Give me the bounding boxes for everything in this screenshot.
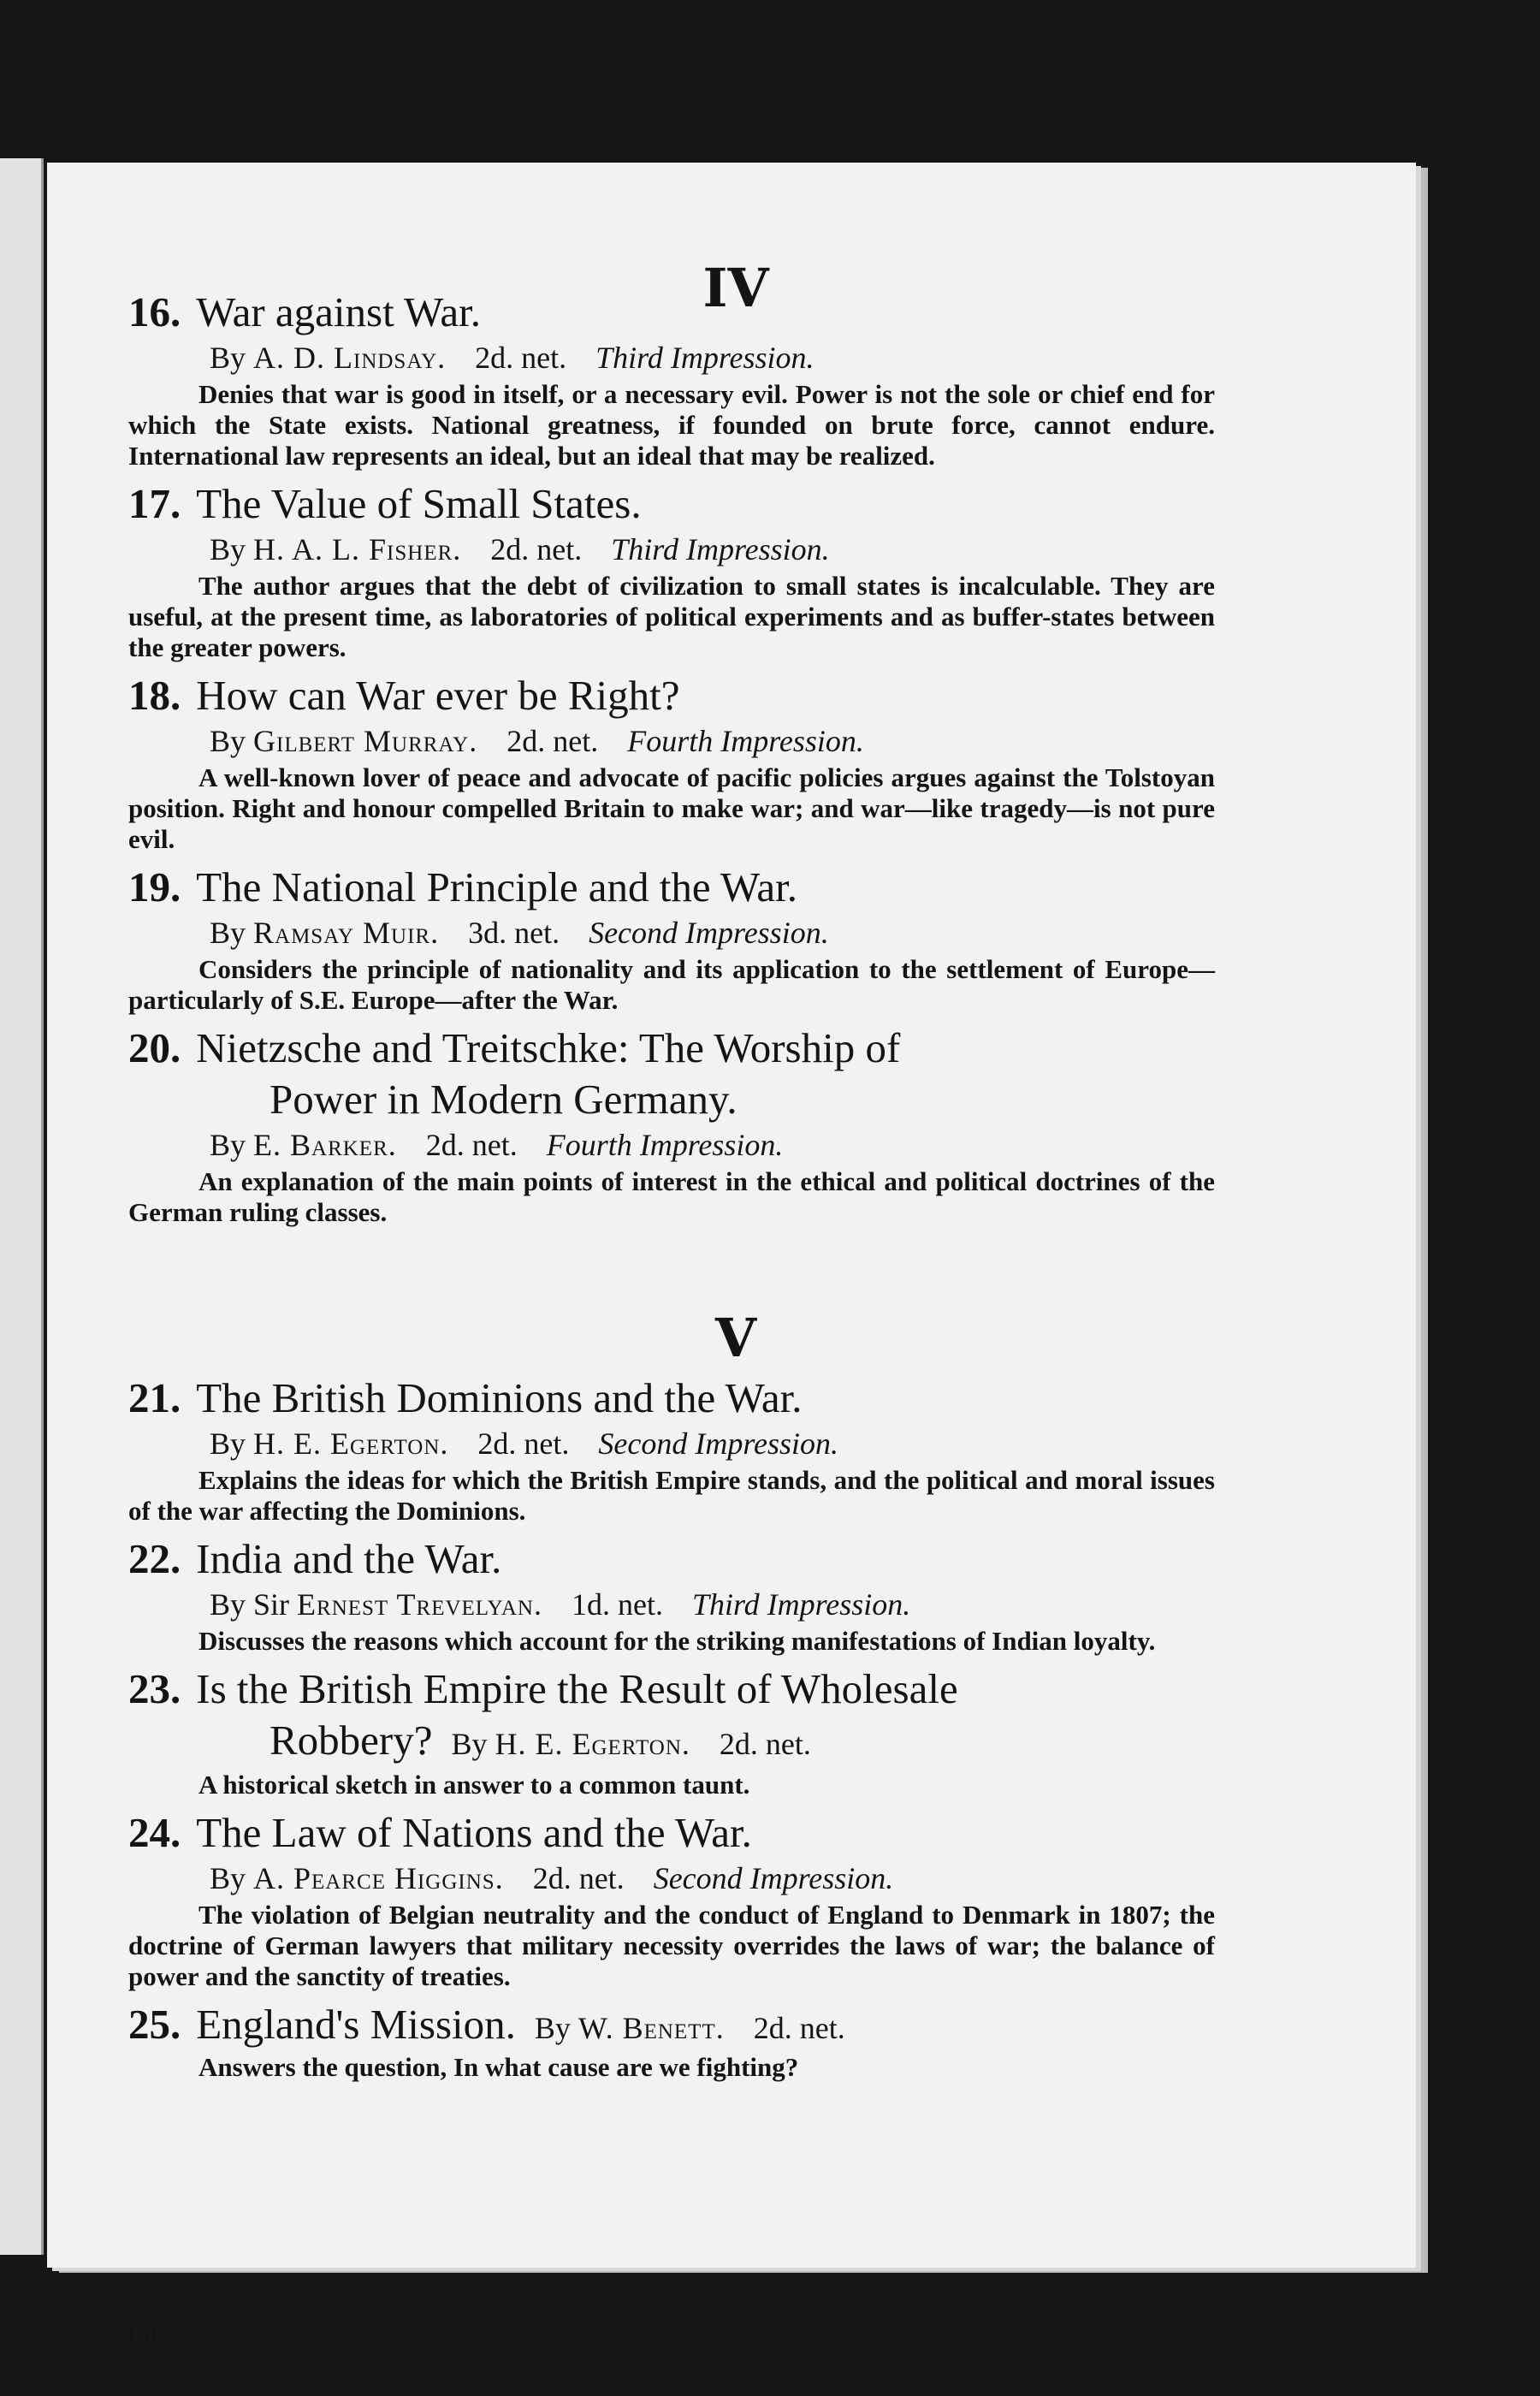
author: H. E. Egerton. xyxy=(495,1727,690,1761)
description: A well-known lover of peace and advocate of pacific policies argues against the Tolstoyan position. Right and honour compelled Britain to make war; and war—like tragedy—is not pure evil. xyxy=(128,762,1215,854)
by-word: By xyxy=(210,532,246,566)
section-numeral: V xyxy=(714,1307,757,1369)
price: 2d. net. xyxy=(477,1426,570,1461)
entry-title xyxy=(128,1807,1215,1859)
author: W. Benett. xyxy=(578,2011,725,2045)
description: Considers the principle of nationality and its application to the settlement of Europe—particularly of S.E. Europe—after the War. xyxy=(128,954,1215,1015)
entry-title xyxy=(128,287,1215,338)
by-word: By xyxy=(210,1861,246,1895)
description: The violation of Belgian neutrality and the conduct of England to Denmark in 1807; the doctrine of German lawyers that military necessity overrides the laws of war; the balance of power and the sanctity of treaties. xyxy=(128,1900,1215,1991)
book-page xyxy=(47,163,1416,2350)
entry-number: 19. xyxy=(128,863,181,910)
description: Discusses the reasons which account for the striking manifestations of Indian loyalty. xyxy=(198,1626,1156,1656)
entry-title xyxy=(128,670,1215,721)
impression: Second Impression. xyxy=(653,1861,894,1895)
entry-number: 20. xyxy=(128,1024,181,1071)
author: Gilbert Murray. xyxy=(253,724,478,758)
author: Ernest Trevelyan. xyxy=(297,1587,542,1622)
title-text: Is the British Empire the Result of Wholesale xyxy=(196,1665,958,1712)
by-word: By xyxy=(210,341,246,375)
byline xyxy=(535,2011,845,2045)
list-item xyxy=(128,478,1215,663)
by-word: By xyxy=(451,1727,488,1761)
by-word: By xyxy=(210,1426,246,1461)
description: Explains the ideas for which the British Empire stands, and the political and moral issues of the war affecting the Dominions. xyxy=(128,1465,1215,1526)
title-text: India and the War. xyxy=(196,1535,502,1582)
impression: Third Impression. xyxy=(611,532,830,566)
price: 3d. net. xyxy=(468,916,560,950)
byline xyxy=(210,913,1215,952)
list-item xyxy=(128,1664,1215,1800)
list-item xyxy=(128,1999,1215,2083)
title-line2: Power in Modern Germany. xyxy=(270,1076,737,1123)
price: 1d. net. xyxy=(571,1587,663,1622)
byline xyxy=(452,1727,811,1761)
price: 2d. net. xyxy=(506,724,599,758)
entry-title xyxy=(128,1373,1215,1424)
title-line2 xyxy=(128,1715,1215,1770)
entry-number: 23. xyxy=(128,1665,181,1712)
list-item xyxy=(128,1373,1215,1527)
by-word: By xyxy=(210,724,246,758)
entry-number: 21. xyxy=(128,1374,181,1421)
list-item xyxy=(128,1023,1215,1228)
impression: Fourth Impression. xyxy=(627,724,864,758)
price: 2d. net. xyxy=(425,1128,518,1162)
title-text: The National Principle and the War. xyxy=(196,863,797,910)
entry-number: 16. xyxy=(128,288,181,335)
left-page-edge xyxy=(0,158,44,2255)
entry-number: 24. xyxy=(128,1809,181,1856)
list-item xyxy=(128,862,1215,1016)
entry-title xyxy=(128,478,1215,530)
impression: Second Impression. xyxy=(589,916,829,950)
price: 2d. net. xyxy=(490,532,583,566)
by-word: By Sir xyxy=(210,1587,290,1622)
description: A historical sketch in answer to a common taunt. xyxy=(198,1770,750,1800)
entry-title xyxy=(128,1664,1215,1770)
author: A. D. Lindsay. xyxy=(253,341,447,375)
byline xyxy=(210,1859,1215,1898)
entry-number: 17. xyxy=(128,480,181,527)
section-numeral: IV xyxy=(702,257,769,319)
title-text: War against War. xyxy=(196,288,481,335)
impression: Second Impression. xyxy=(598,1426,839,1461)
entry-title xyxy=(128,1533,1215,1585)
list-item xyxy=(128,670,1215,855)
entry-title xyxy=(128,1023,1215,1125)
list-item xyxy=(128,1807,1215,1992)
author: H. A. L. Fisher. xyxy=(253,532,462,566)
entry-title xyxy=(128,862,1215,913)
by-word: By xyxy=(210,916,246,950)
impression: Third Impression. xyxy=(595,341,814,375)
title-text: England's Mission. xyxy=(196,2001,516,2048)
by-word: By xyxy=(210,1128,246,1162)
description: Answers the question, In what cause are we fighting? xyxy=(198,2052,799,2082)
byline xyxy=(210,530,1215,569)
author: H. E. Egerton. xyxy=(253,1426,449,1461)
author: E. Barker. xyxy=(253,1128,397,1162)
byline xyxy=(210,338,1215,377)
byline xyxy=(210,721,1215,761)
title-text: The Law of Nations and the War. xyxy=(196,1809,752,1856)
signature-mark: [b] xyxy=(128,2323,158,2350)
impression: Fourth Impression. xyxy=(546,1128,784,1162)
price: 2d. net. xyxy=(532,1861,625,1895)
entry-number: 18. xyxy=(128,672,181,719)
title-text: The British Dominions and the War. xyxy=(196,1374,803,1421)
page-content xyxy=(128,257,1215,2090)
list-item xyxy=(128,287,1215,471)
byline xyxy=(210,1125,1215,1165)
by-word: By xyxy=(534,2011,571,2045)
impression: Third Impression. xyxy=(691,1587,911,1622)
title-line2-text: Robbery? xyxy=(270,1717,433,1764)
description: The author argues that the debt of civilization to small states is incalculable. They are useful, at the present time, as laboratories of political experiments and as buffer-states between the greater powers. xyxy=(128,571,1215,662)
entry-title xyxy=(128,1999,1215,2054)
price: 2d. net. xyxy=(719,1727,811,1761)
title-text: Nietzsche and Treitschke: The Worship of xyxy=(196,1024,901,1071)
author: Ramsay Muir. xyxy=(253,916,440,950)
byline xyxy=(210,1585,1215,1624)
price: 2d. net. xyxy=(475,341,567,375)
title-text: The Value of Small States. xyxy=(196,480,642,527)
entry-number: 22. xyxy=(128,1535,181,1582)
list-item xyxy=(128,1533,1215,1657)
price: 2d. net. xyxy=(753,2011,845,2045)
author: A. Pearce Higgins. xyxy=(253,1861,504,1895)
description: An explanation of the main points of interest in the ethical and political doctrines of the German ruling classes. xyxy=(128,1166,1215,1227)
description: Denies that war is good in itself, or a necessary evil. Power is not the sole or chief end for which the State exists. National greatness, if founded on brute force, cannot endure. International law represents an ideal, but an ideal that may be realized. xyxy=(128,379,1215,471)
byline xyxy=(210,1424,1215,1463)
title-text: How can War ever be Right? xyxy=(196,672,680,719)
entry-number: 25. xyxy=(128,2001,181,2048)
